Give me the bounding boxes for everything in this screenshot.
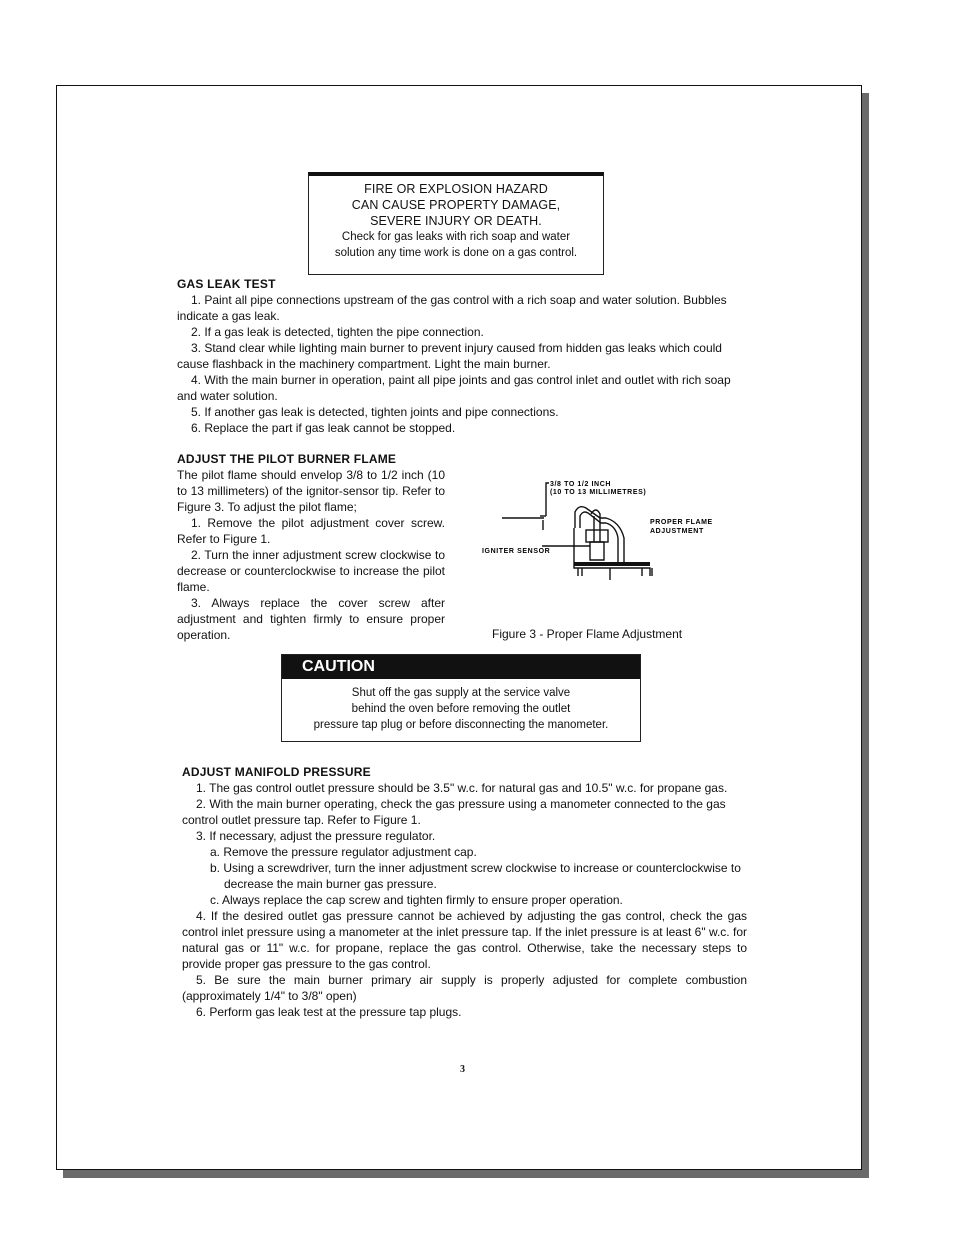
manifold-step-5: 5. Be sure the main burner primary air supply is properly adjusted for complete combustion (approximately 1/4" to 3/8" open)	[182, 973, 747, 1003]
pilot-step-1: 1. Remove the pilot adjustment cover screw. Refer to Figure 1.	[177, 516, 445, 546]
manifold-step-3b: b. Using a screwdriver, turn the inner adjustment screw clockwise to increase or counterclockwise to decrease the main burner gas pressure.	[210, 861, 741, 891]
gas-leak-step-6: 6. Replace the part if gas leak cannot be stopped.	[191, 421, 456, 435]
page-number: 3	[460, 1064, 465, 1075]
gas-leak-step-2: 2. If a gas leak is detected, tighten the pipe connection.	[191, 325, 484, 339]
figure-label-flame-2: ADJUSTMENT	[650, 528, 704, 535]
figure-label-size-2: (10 TO 13 MILLIMETRES)	[550, 489, 647, 496]
flame-adjustment-figure	[482, 476, 732, 586]
warning-body-2: solution any time work is done on a gas control.	[334, 247, 578, 259]
caution-box	[281, 654, 641, 742]
pilot-burner-section	[177, 452, 445, 643]
figure-label-flame-1: PROPER FLAME	[650, 519, 713, 526]
figure-label-sensor: IGNITER SENSOR	[482, 548, 551, 555]
caution-line-2: behind the oven before removing the outlet	[351, 703, 571, 715]
gas-leak-test-section	[177, 277, 747, 436]
pilot-intro: The pilot flame should envelop 3/8 to 1/2 inch (10 to 13 millimeters) of the ignitor-sensor tip. Refer to Figure 3. To adjust the pilot flame;	[177, 468, 445, 514]
manifold-step-6: 6. Perform gas leak test at the pressure tap plugs.	[196, 1005, 462, 1019]
gas-leak-test-heading: GAS LEAK TEST	[177, 277, 276, 291]
document-page	[56, 85, 862, 1170]
caution-line-1: Shut off the gas supply at the service valve	[351, 687, 571, 699]
manifold-step-2: 2. With the main burner operating, check the gas pressure using a manometer connected to the gas control outlet pressure tap. Refer to Figure 1.	[182, 797, 726, 827]
gas-leak-step-4: 4. With the main burner in operation, paint all pipe joints and gas control inlet and outlet with rich soap and water solution.	[177, 373, 731, 403]
gas-leak-step-3: 3. Stand clear while lighting main burner to prevent injury caused from hidden gas leaks which could cause flashback in the machinery compartment. Light the main burner.	[177, 341, 722, 371]
gas-leak-step-1: 1. Paint all pipe connections upstream of the gas control with a rich soap and water solution. Bubbles indicate a gas leak.	[177, 293, 727, 323]
warning-body-1: Check for gas leaks with rich soap and water	[341, 231, 571, 243]
pilot-step-2: 2. Turn the inner adjustment screw clockwise to decrease or counterclockwise to increase the pilot flame.	[177, 548, 445, 594]
gas-leak-step-5: 5. If another gas leak is detected, tighten joints and pipe connections.	[191, 405, 559, 419]
warning-line-3: SEVERE INJURY OR DEATH.	[370, 214, 542, 228]
caution-title: CAUTION	[282, 655, 640, 679]
pilot-heading: ADJUST THE PILOT BURNER FLAME	[177, 452, 397, 466]
hazard-warning-box	[308, 172, 604, 275]
manifold-step-4: 4. If the desired outlet gas pressure cannot be achieved by adjusting the gas control, check the gas control inlet pressure using a manometer at the inlet pressure tap. If the inlet pressure is at least 6" w.c. for natural gas or 11" w.c. for propane, replace the gas control. Otherwise, take the necessary steps to provide proper gas pressure to the gas control.	[182, 909, 747, 971]
manifold-step-1: 1. The gas control outlet pressure should be 3.5" w.c. for natural gas and 10.5" w.c. for propane gas.	[196, 781, 728, 795]
manifold-pressure-section	[182, 765, 747, 1020]
figure-label-size-1: 3/8 TO 1/2 INCH	[550, 481, 612, 488]
manifold-heading: ADJUST MANIFOLD PRESSURE	[182, 765, 371, 779]
pilot-step-3: 3. Always replace the cover screw after adjustment and tighten firmly to ensure proper operation.	[177, 596, 445, 642]
warning-line-2: CAN CAUSE PROPERTY DAMAGE,	[351, 198, 561, 212]
warning-line-1: FIRE OR EXPLOSION HAZARD	[364, 182, 548, 196]
manifold-step-3a: a. Remove the pressure regulator adjustment cap.	[210, 845, 477, 859]
manifold-step-3: 3. If necessary, adjust the pressure regulator.	[196, 829, 436, 843]
manifold-step-3c: c. Always replace the cap screw and tighten firmly to ensure proper operation.	[210, 893, 623, 907]
caution-line-3: pressure tap plug or before disconnecting the manometer.	[313, 719, 609, 731]
figure-caption: Figure 3 - Proper Flame Adjustment	[492, 627, 683, 641]
